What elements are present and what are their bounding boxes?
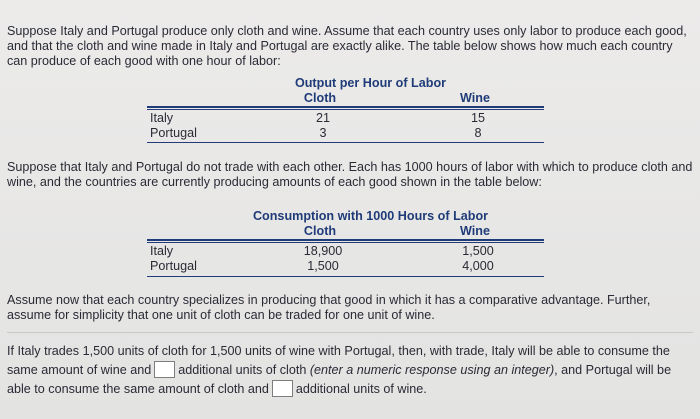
italy-cloth-answer-input[interactable]	[154, 361, 175, 378]
table-rule	[147, 106, 544, 108]
wine-value: 4,000	[462, 259, 494, 273]
table-rule	[147, 276, 544, 277]
table-row	[150, 259, 547, 273]
no-trade-paragraph: Suppose that Italy and Portugal do not trade with each other. Each has 1000 hours of labor with which to produce cloth and wine, and the countries are currently producing amounts of each good shown in the table below:	[7, 160, 693, 189]
cloth-value: 1,500	[307, 259, 339, 273]
table-row	[150, 244, 547, 258]
table-rule	[147, 142, 544, 143]
country-name: Italy	[150, 244, 174, 258]
wine-column-header: Wine	[460, 91, 490, 105]
country-name: Portugal	[150, 259, 197, 273]
wine-column-header: Wine	[460, 224, 490, 238]
output-table-caption: Output per Hour of Labor	[294, 76, 447, 90]
input-instruction: (enter a numeric response using an integer)	[309, 363, 555, 377]
cloth-column-header: Cloth	[303, 224, 337, 238]
cloth-value: 3	[319, 126, 327, 140]
consumption-table-caption: Consumption with 1000 Hours of Labor	[252, 209, 489, 223]
question-text: If Italy trades 1,500 units of cloth for 1,500 units of wine with Portugal, then, with trade, Italy will be able to consume the same amount of wine and	[7, 344, 670, 377]
wine-value: 8	[474, 126, 482, 140]
trade-question	[7, 342, 693, 399]
cloth-column-header: Cloth	[303, 91, 337, 105]
table-row	[150, 111, 547, 125]
table-rule	[147, 109, 544, 110]
cloth-value: 18,900	[303, 244, 343, 258]
consumption-table-header	[147, 224, 544, 238]
wine-value: 1,500	[462, 244, 494, 258]
country-name: Portugal	[150, 126, 197, 140]
intro-paragraph: Suppose Italy and Portugal produce only cloth and wine. Assume that each country uses only labor to produce each good, and that the cloth and wine made in Italy and Portugal are exactly alike. The table below shows how much each country can produce of each good with one hour of labor:	[7, 24, 687, 68]
table-row	[150, 126, 547, 140]
question-text: , and Portugal will be able to consume the same amount of cloth and	[7, 363, 672, 396]
country-name: Italy	[150, 111, 174, 125]
table-rule	[147, 242, 544, 243]
question-text: additional units of wine.	[295, 382, 427, 396]
table-rule	[147, 239, 544, 241]
output-table-header	[147, 91, 544, 105]
wine-value: 15	[470, 111, 485, 125]
section-divider	[7, 332, 693, 333]
question-text: additional units of cloth	[178, 363, 307, 377]
specialization-paragraph: Assume now that each country specializes in producing that good in which it has a comparative advantage. Further, assume for simplicity that one unit of cloth can be traded for one unit of wine.	[7, 293, 651, 322]
portugal-wine-answer-input[interactable]	[272, 380, 293, 397]
cloth-value: 21	[315, 111, 330, 125]
